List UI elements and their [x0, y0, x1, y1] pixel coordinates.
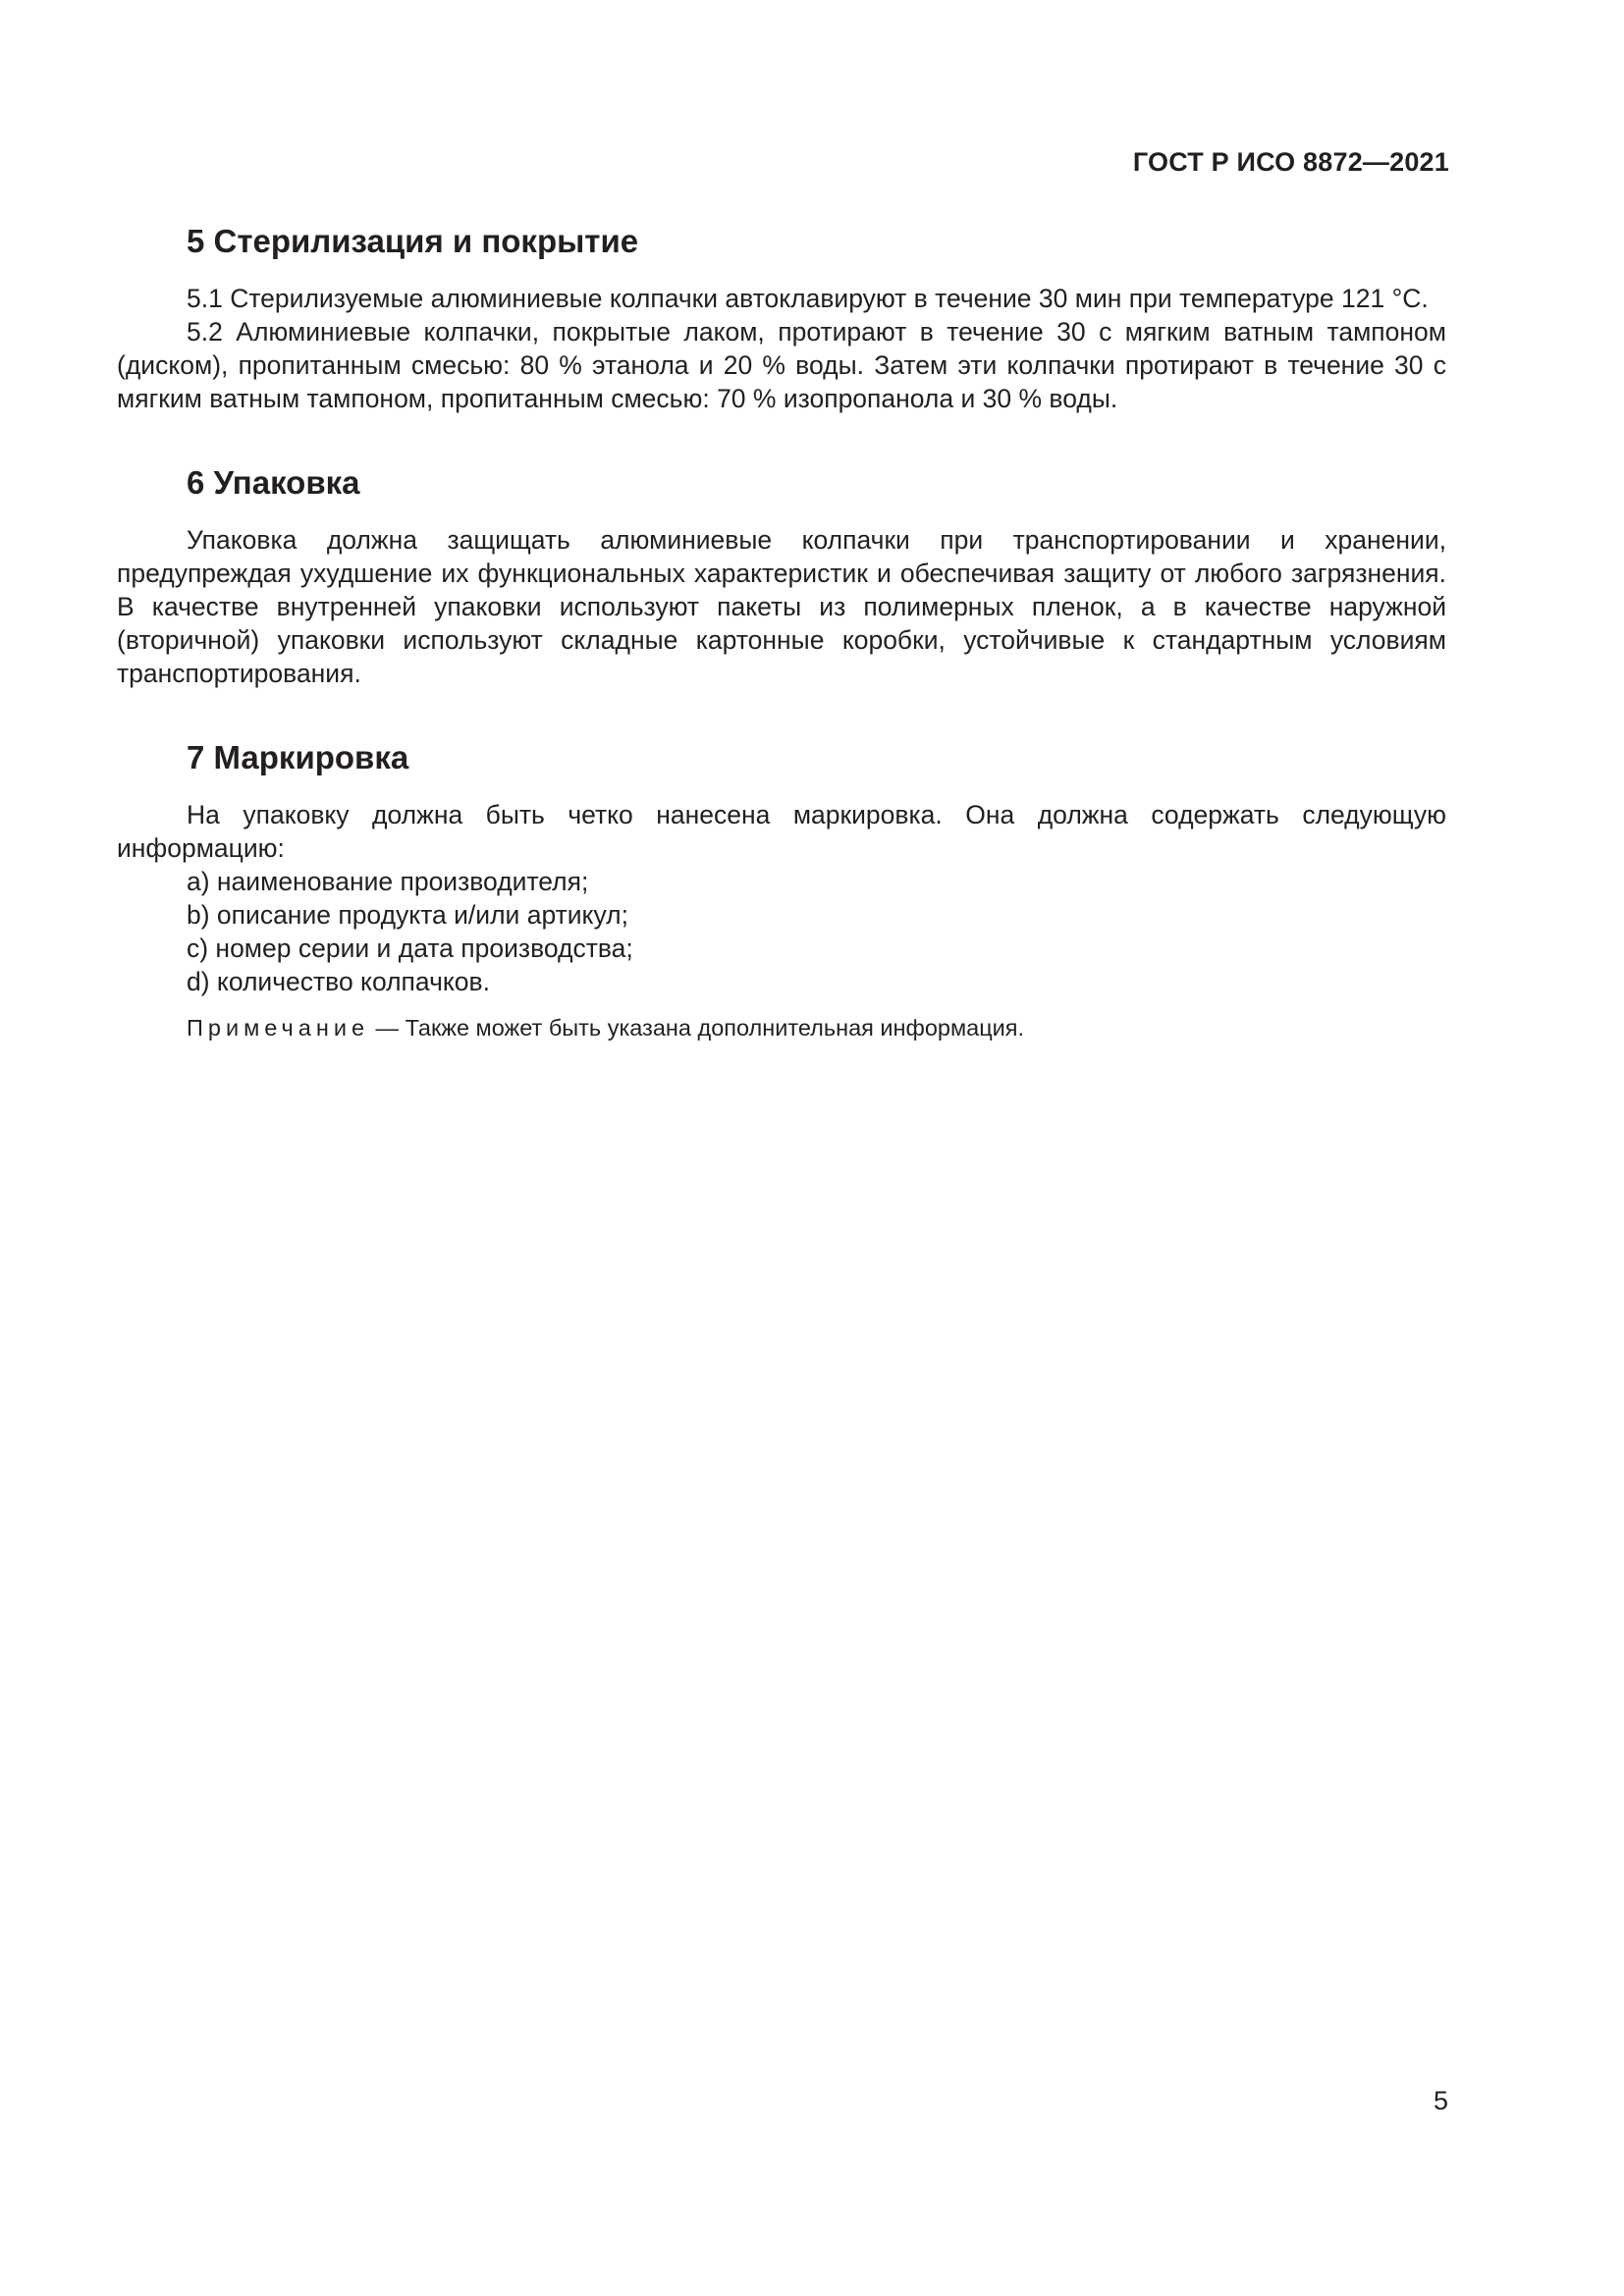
- page-number: 5: [1433, 2086, 1448, 2115]
- list-item: a) наименование производителя;: [187, 867, 589, 896]
- note: [117, 1012, 1446, 1043]
- section-6-paragraph-1: Упаковка должна защищать алюминиевые колпачки при транспортировании и хранении, предупреждая ухудшение их функциональных характеристик и обеспечивая защиту от любого загрязнения. В качестве внутренней упаковки используют пакеты из полимерных пленок, а в качестве наружной (вторичной) упаковки используют складные картонные коробки, устойчивые к стандартным условиям транспортирования.: [117, 525, 1446, 688]
- section-7: [117, 735, 1446, 1043]
- marking-info-list: [117, 865, 1446, 998]
- note-text: — Также может быть указана дополнительная информация.: [369, 1015, 1025, 1041]
- document-code: ГОСТ Р ИСО 8872—2021: [1132, 147, 1449, 177]
- section-6-heading: 6 Упаковка: [187, 464, 360, 501]
- section-6: [117, 460, 1446, 690]
- list-item: b) описание продукта и/или артикул;: [187, 900, 628, 930]
- section-5: [117, 219, 1446, 415]
- list-item: d) количество колпачков.: [187, 967, 490, 996]
- section-5-paragraph-2: 5.2 Алюминиевые колпачки, покрытые лаком, протирают в течение 30 с мягким ватным тампоном (диском), пропитанным смесью: 80 % этанола и 20 % воды. Затем эти колпачки протирают в течение 30 с мягким ватным тампоном, пропитанным смесью: 70 % изопропанола и 30 % воды.: [117, 317, 1446, 413]
- section-7-heading: 7 Маркировка: [187, 739, 409, 775]
- document-body: [117, 219, 1446, 1043]
- list-item: c) номер серии и дата производства;: [187, 934, 633, 963]
- section-5-paragraph-1: 5.1 Стерилизуемые алюминиевые колпачки автоклавируют в течение 30 мин при температуре 121 °С.: [187, 284, 1429, 313]
- note-label: Примечание: [187, 1015, 370, 1041]
- section-5-heading: 5 Стерилизация и покрытие: [187, 223, 639, 259]
- section-7-paragraph-1: На упаковку должна быть четко нанесена маркировка. Она должна содержать следующую информацию:: [117, 800, 1446, 863]
